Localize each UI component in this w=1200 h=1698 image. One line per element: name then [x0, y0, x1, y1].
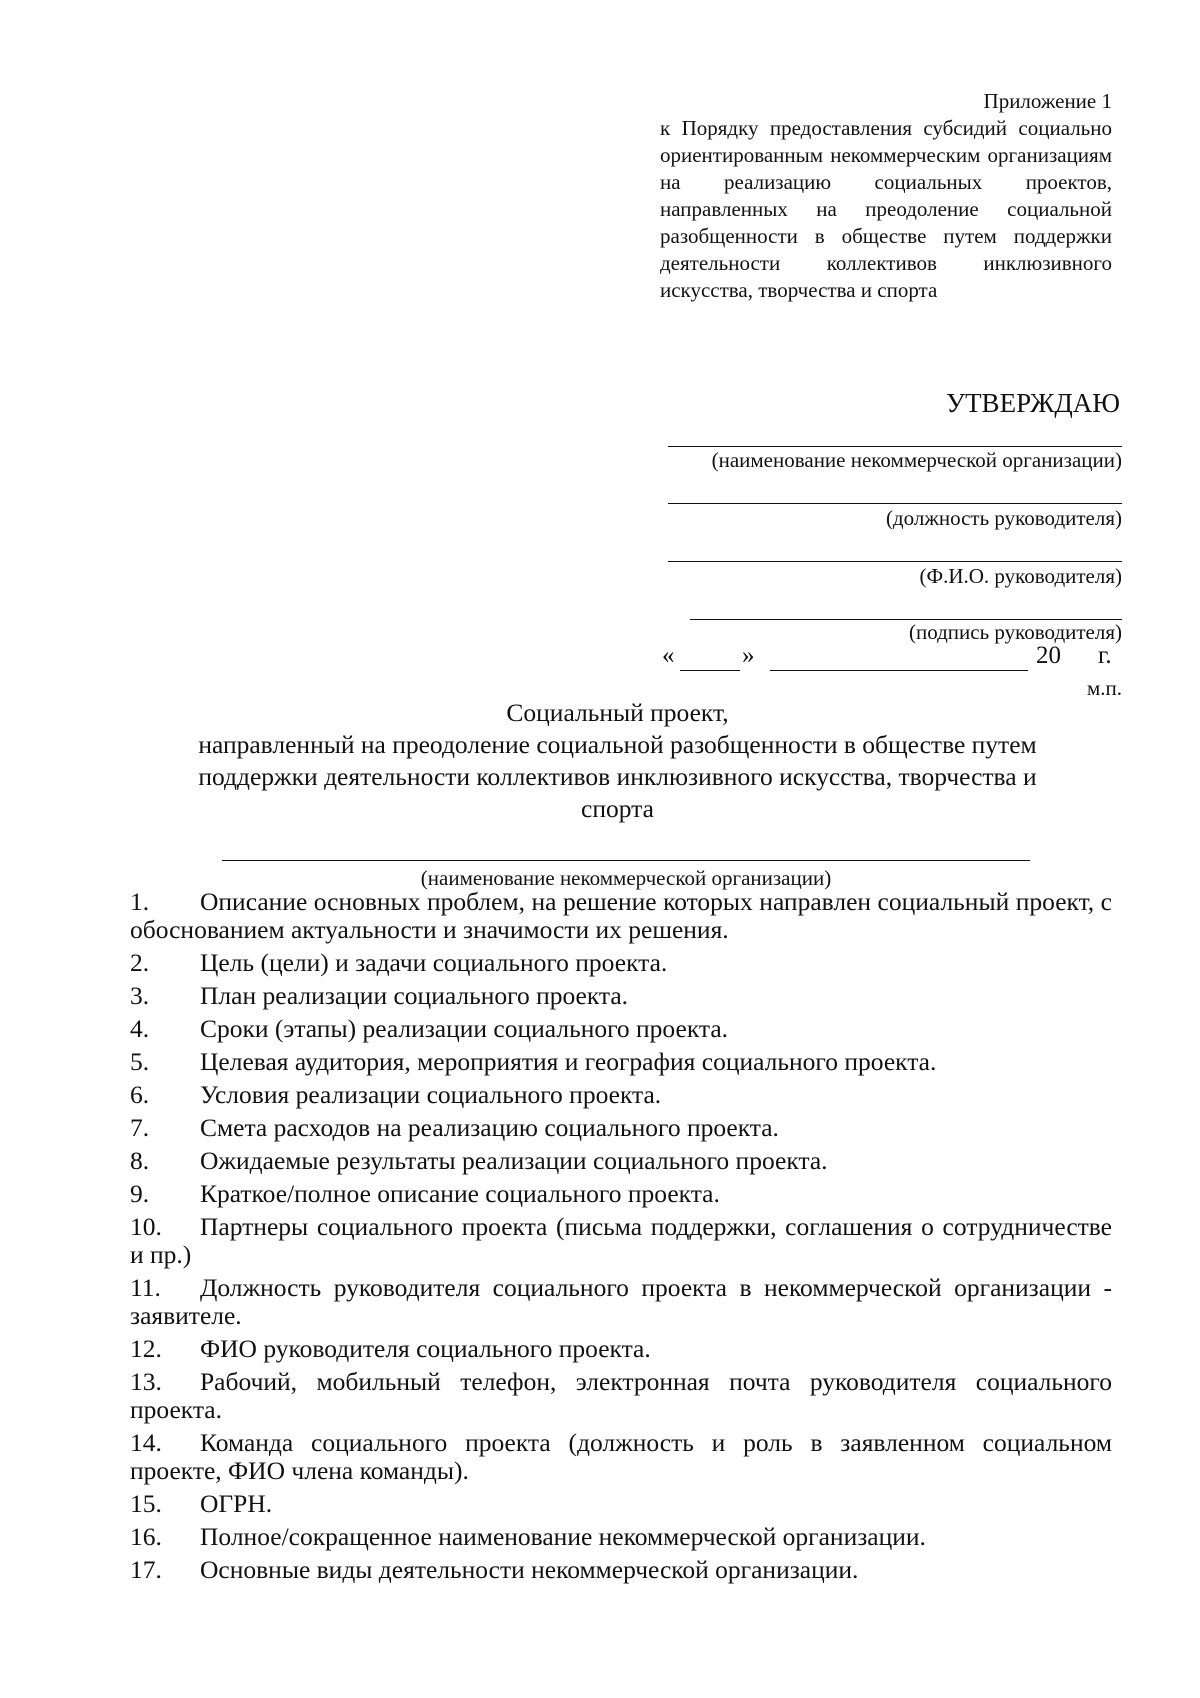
list-item: [130, 1081, 1112, 1109]
list-item: [130, 1523, 1112, 1551]
list-item: [130, 888, 1112, 944]
project-title-line: поддержки деятельности коллективов инклюзивного искусства, творчества и: [198, 762, 1037, 791]
item-number: 1.: [130, 887, 150, 916]
item-number: 4.: [130, 1014, 150, 1043]
item-text: Цель (цели) и задачи социального проекта.: [200, 948, 668, 977]
list-item: [130, 1147, 1112, 1175]
item-text: Должность руководителя социального проекта в некоммерческой организации - заявителе.: [130, 1273, 1112, 1330]
approval-date: [662, 642, 1122, 676]
fullname-label: (Ф.И.О. руководителя): [919, 564, 1122, 588]
list-item: [130, 1429, 1112, 1485]
list-item: [130, 1048, 1112, 1076]
item-number: 15.: [130, 1489, 162, 1518]
item-text: Основные виды деятельности некоммерческой организации.: [200, 1555, 859, 1584]
fullname-line: [668, 561, 1122, 562]
item-text: Краткое/полное описание социального проекта.: [200, 1179, 720, 1208]
item-text: ОГРН.: [200, 1489, 273, 1518]
item-text: Сроки (этапы) реализации социального проекта.: [200, 1014, 729, 1043]
project-title-line: спорта: [581, 794, 654, 823]
item-number: 5.: [130, 1047, 150, 1076]
item-text: План реализации социального проекта.: [200, 981, 629, 1010]
item-number: 2.: [130, 948, 150, 977]
item-number: 7.: [130, 1113, 150, 1142]
project-org-line: [222, 860, 1030, 861]
item-text: Рабочий, мобильный телефон, электронная почта руководителя социального проекта.: [130, 1367, 1112, 1424]
item-number: 11.: [130, 1273, 161, 1302]
list-item: [130, 982, 1112, 1010]
org-name-label: (наименование некоммерческой организации): [711, 448, 1122, 472]
item-number: 10.: [130, 1212, 162, 1241]
date-close-quote: »: [742, 642, 755, 669]
item-number: 6.: [130, 1080, 150, 1109]
signature-label: (подпись руководителя): [908, 620, 1122, 644]
project-org-label: (наименование некоммерческой организации): [420, 866, 832, 890]
item-text: Партнеры социального проекта (письма поддержки, соглашения о сотрудничестве и пр.): [130, 1212, 1112, 1269]
list-item: [130, 1274, 1112, 1330]
item-number: 14.: [130, 1428, 162, 1457]
item-text: Описание основных проблем, на решение которых направлен социальный проект, с обоснованием актуальности и значимости их решения.: [130, 887, 1112, 944]
item-number: 9.: [130, 1179, 150, 1208]
position-label: (должность руководителя): [885, 506, 1122, 530]
item-text: Смета расходов на реализацию социального проекта.: [200, 1113, 779, 1142]
item-text: Ожидаемые результаты реализации социального проекта.: [200, 1146, 828, 1175]
list-item: [130, 1213, 1112, 1269]
item-number: 16.: [130, 1522, 162, 1551]
item-text: Целевая аудитория, мероприятия и география социального проекта.: [200, 1047, 937, 1076]
item-number: 12.: [130, 1334, 162, 1363]
position-line: [668, 503, 1122, 504]
item-text: Условия реализации социального проекта.: [200, 1080, 662, 1109]
item-number: 3.: [130, 981, 150, 1010]
project-title-line: Социальный проект,: [506, 698, 729, 727]
day-blank: [680, 670, 740, 671]
project-sections-list: [130, 888, 1112, 1589]
list-item: [130, 1368, 1112, 1424]
item-number: 13.: [130, 1367, 162, 1396]
list-item: [130, 1490, 1112, 1518]
appendix-text: к Порядку предоставления субсидий социально ориентированным некоммерческим организациям на реализацию социальных проектов, направленных на преодоление социальной разобщенности в обществе путем поддержки деятельности коллективов инклюзивного искусства, творчества и спорта: [660, 116, 1112, 302]
approval-heading: УТВЕРЖДАЮ: [945, 388, 1120, 418]
date-year: 20: [1036, 642, 1061, 669]
seal-place: м.п.: [1086, 676, 1122, 700]
list-item: [130, 1335, 1112, 1363]
project-title-line: направленный на преодоление социальной разобщенности в обществе путем: [198, 730, 1037, 759]
list-item: [130, 1015, 1112, 1043]
date-open-quote: «: [662, 642, 675, 669]
project-title: [130, 697, 1105, 825]
month-blank: [770, 670, 1028, 671]
list-item: [130, 949, 1112, 977]
appendix-block: [660, 88, 1112, 304]
item-number: 17.: [130, 1555, 162, 1584]
item-text: ФИО руководителя социального проекта.: [200, 1334, 651, 1363]
item-text: Команда социального проекта (должность и роль в заявленном социальном проекте, ФИО члена команды).: [130, 1428, 1112, 1485]
item-text: Полное/сокращенное наименование некоммерческой организации.: [200, 1522, 926, 1551]
date-year-suffix: г.: [1098, 642, 1112, 669]
appendix-number: Приложение 1: [983, 89, 1112, 113]
org-name-line: [668, 446, 1122, 447]
list-item: [130, 1556, 1112, 1584]
list-item: [130, 1114, 1112, 1142]
list-item: [130, 1180, 1112, 1208]
item-number: 8.: [130, 1146, 150, 1175]
